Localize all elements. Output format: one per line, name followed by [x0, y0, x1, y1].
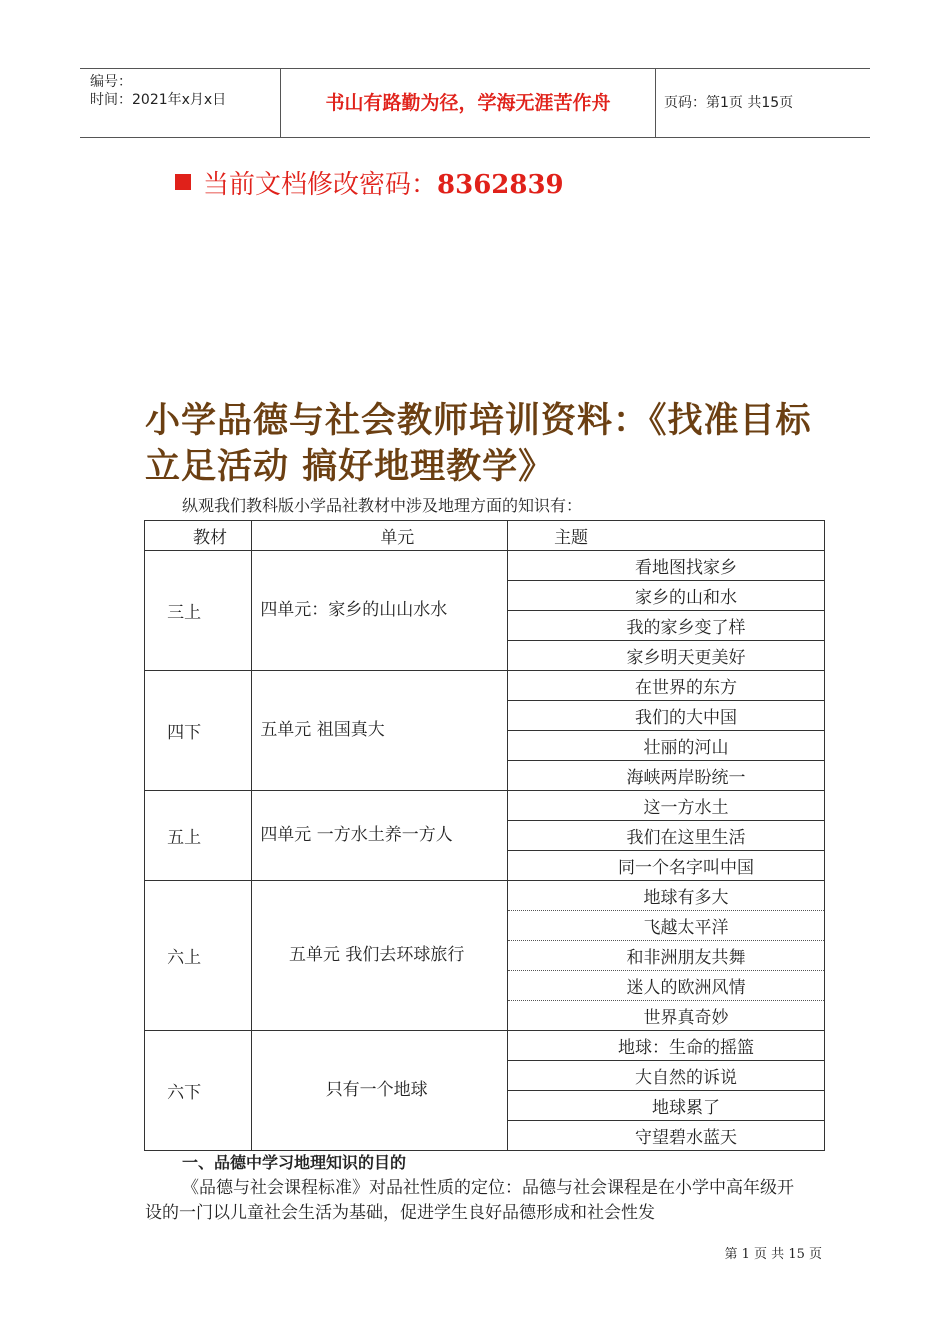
table-row: [145, 881, 825, 911]
grade-cell: 四下: [145, 671, 252, 791]
body-paragraph: 《品德与社会课程标准》对品社性质的定位：品德与社会课程是在小学中高年级开设的一门以儿童社会生活为基础，促进学生良好品德形成和社会性发: [145, 1178, 794, 1223]
grade-cell: 三上: [145, 551, 252, 671]
topic-cell: 我们的大中国: [508, 701, 825, 731]
header-motto: 书山有路勤为径，学海无涯苦作舟: [281, 69, 656, 137]
topic-cell: 地球：生命的摇篮: [508, 1031, 825, 1061]
header-page-info: 页码：第1页 共15页: [664, 95, 794, 111]
curriculum-table: [144, 520, 825, 1151]
topic-cell: 看地图找家乡: [508, 551, 825, 581]
topic-cell: 地球有多大: [508, 881, 825, 911]
topic-cell: 这一方水土: [508, 791, 825, 821]
topic-cell: 海峡两岸盼统一: [508, 761, 825, 791]
table-header-row: [145, 521, 825, 551]
red-square-icon: [175, 174, 191, 190]
topic-cell: 飞越太平洋: [508, 911, 825, 941]
table-header-cell: 单元: [252, 521, 508, 551]
topic-cell: 大自然的诉说: [508, 1061, 825, 1091]
time-label: 时间：2021年x月x日: [90, 92, 227, 108]
table-row: [145, 1031, 825, 1061]
document-title: 小学品德与社会教师培训资料：《找准目标 立足活动 搞好地理教学》: [145, 401, 812, 487]
topic-cell: 家乡明天更美好: [508, 641, 825, 671]
password-notice: [175, 166, 564, 204]
table-row: [145, 671, 825, 701]
document-header: [80, 68, 870, 138]
topic-cell: 和非洲朋友共舞: [508, 941, 825, 971]
unit-cell: 五单元 祖国真大: [252, 671, 508, 791]
grade-cell: 六上: [145, 881, 252, 1031]
table-row: [145, 551, 825, 581]
table-row: [145, 791, 825, 821]
page-footer: 第 1 页 共 15 页: [724, 1247, 822, 1262]
topic-cell: 我的家乡变了样: [508, 611, 825, 641]
section-heading: 一、品德中学习地理知识的目的: [182, 1153, 407, 1172]
unit-cell: 四单元：家乡的山山水水: [252, 551, 508, 671]
topic-cell: 守望碧水蓝天: [508, 1121, 825, 1151]
number-label: 编号：: [90, 74, 132, 90]
topic-cell: 迷人的欧洲风情: [508, 971, 825, 1001]
intro-text: 纵观我们教科版小学品社教材中涉及地理方面的知识有：: [182, 496, 583, 515]
password-code: 8362839: [437, 170, 564, 200]
table-header-cell: 教材: [145, 521, 252, 551]
grade-cell: 五上: [145, 791, 252, 881]
topic-cell: 家乡的山和水: [508, 581, 825, 611]
grade-cell: 六下: [145, 1031, 252, 1151]
table-header-cell: 主题: [508, 521, 825, 551]
unit-cell: 只有一个地球: [252, 1031, 508, 1151]
topic-cell: 世界真奇妙: [508, 1001, 825, 1031]
unit-cell: 四单元 一方水土养一方人: [252, 791, 508, 881]
topic-cell: 壮丽的河山: [508, 731, 825, 761]
topic-cell: 同一个名字叫中国: [508, 851, 825, 881]
unit-cell: 五单元 我们去环球旅行: [252, 881, 508, 1031]
topic-cell: 在世界的东方: [508, 671, 825, 701]
topic-cell: 地球累了: [508, 1091, 825, 1121]
password-label: 当前文档修改密码：: [203, 170, 438, 200]
header-meta: [80, 69, 281, 137]
topic-cell: 我们在这里生活: [508, 821, 825, 851]
